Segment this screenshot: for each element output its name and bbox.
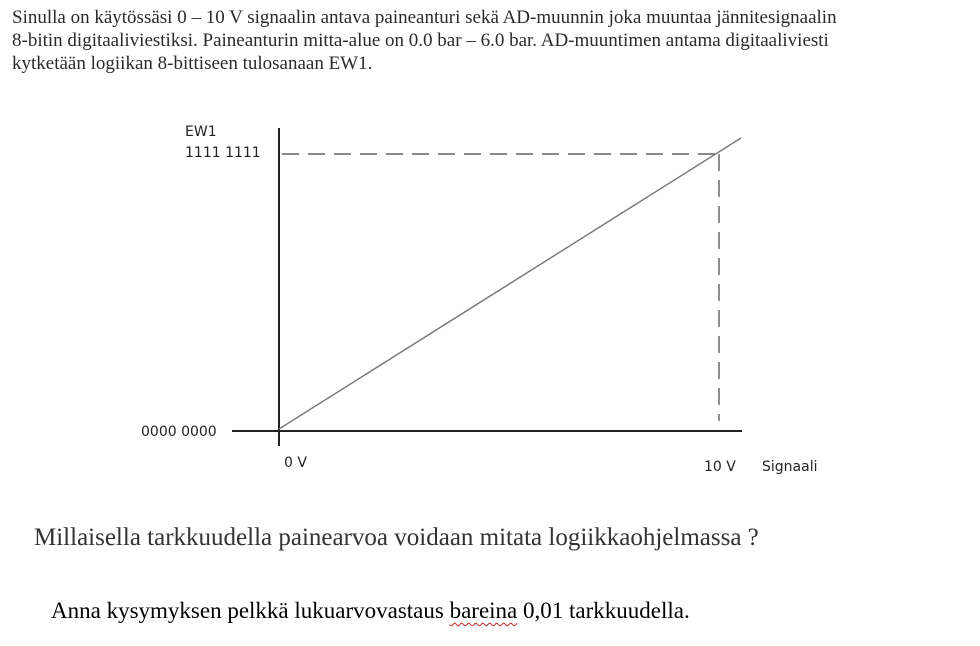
y-axis-title: EW1 (185, 124, 217, 140)
instruction-text (51, 598, 690, 624)
x-min-label: 0 V (284, 455, 307, 471)
intro-line-2: 8-bitin digitaaliviestiksi. Paineanturin mitta-alue on 0.0 bar – 6.0 bar. AD-muuntimen antama digitaaliviesti (12, 30, 829, 51)
instruction-before: Anna kysymyksen pelkkä lukuarvovastaus (51, 598, 450, 623)
intro-line-1: Sinulla on käytössäsi 0 – 10 V signaalin antava paineanturi sekä AD-muunnin joka muuntaa jännitesignaalin (12, 7, 837, 28)
transfer-line (279, 138, 741, 429)
y-min-label: 0000 0000 (141, 424, 217, 440)
intro-line-3: kytketään logiikan 8-bittiseen tulosanaan EW1. (12, 53, 373, 74)
x-axis-title: Signaali (762, 459, 818, 475)
spellcheck-flagged-word: bareina (449, 598, 518, 623)
instruction-after: 0,01 tarkkuudella. (517, 598, 690, 623)
x-max-label: 10 V (704, 459, 736, 475)
question-text: Millaisella tarkkuudella painearvoa voidaan mitata logiikkaohjelmassa ? (34, 524, 759, 551)
y-max-label: 1111 1111 (185, 145, 261, 161)
